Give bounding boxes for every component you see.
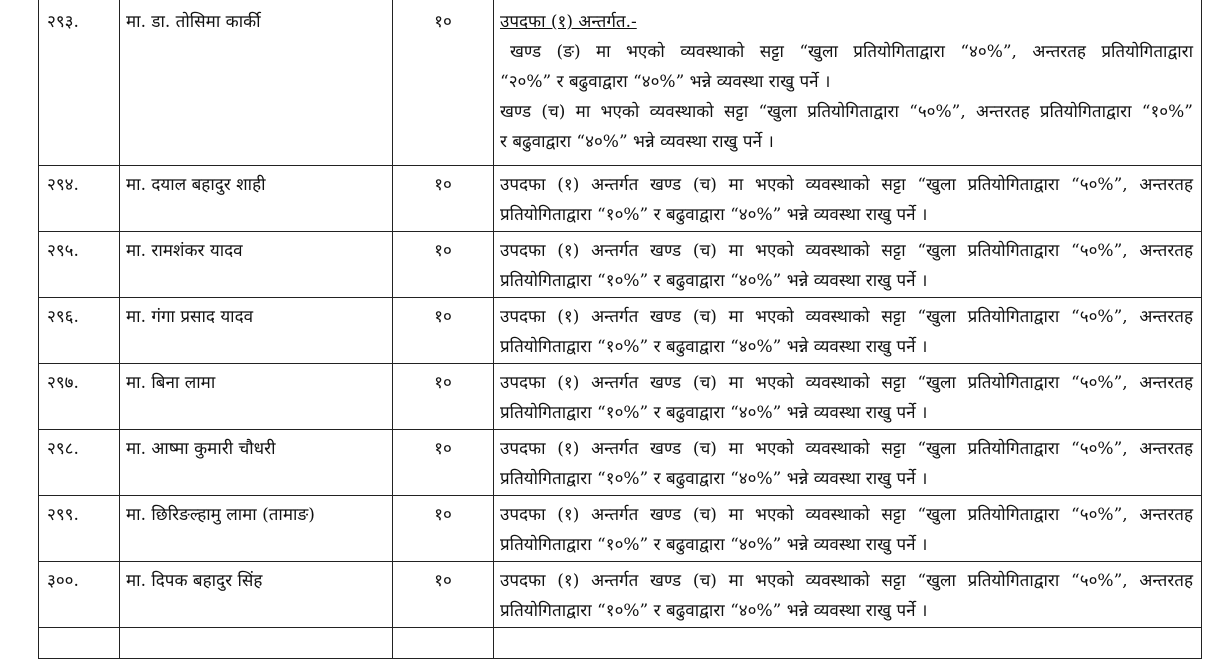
amendment-text [494,496,1202,562]
member-name: मा. बिना लामा [120,364,393,430]
clause-number [393,628,494,659]
amendment-line: “२०%” र बढुवाद्वारा “४०%” भन्ने व्यवस्था राखु पर्ने । [500,72,831,92]
clause-number: १० [393,0,494,166]
serial-number: ३००. [39,562,120,628]
amendment-line: प्रतियोगिताद्वारा “१०%” र बढुवाद्वारा “४०%” भन्ने व्यवस्था राखु पर्ने । [500,271,928,291]
amendment-text [494,166,1202,232]
table-row [39,166,1202,232]
clause-number: १० [393,298,494,364]
clause-number: १० [393,232,494,298]
member-name [120,628,393,659]
amendment-line: प्रतियोगिताद्वारा “१०%” र बढुवाद्वारा “४०%” भन्ने व्यवस्था राखु पर्ने । [500,601,928,621]
table-row [39,562,1202,628]
amendment-table [38,0,1202,659]
amendment-heading: उपदफा (१) अन्तर्गत.- [500,12,637,32]
member-name: मा. आष्मा कुमारी चौधरी [120,430,393,496]
table-row [39,0,1202,166]
member-name: मा. छिरिङल्हामु लामा (तामाङ) [120,496,393,562]
amendment-line: प्रतियोगिताद्वारा “१०%” र बढुवाद्वारा “४०%” भन्ने व्यवस्था राखु पर्ने । [500,403,928,423]
amendment-line: प्रतियोगिताद्वारा “१०%” र बढुवाद्वारा “४०%” भन्ने व्यवस्था राखु पर्ने । [500,535,928,555]
amendment-line: उपदफा (१) अन्तर्गत खण्ड (च) मा भएको व्यवस्थाको सट्टा “खुला प्रतियोगिताद्वारा “५०%”, अन्तरतह [500,175,1193,195]
amendment-line: खण्ड (ङ) मा भएको व्यवस्थाको सट्टा “खुला प्रतियोगिताद्वारा “४०%”, अन्तरतह प्रतियोगिताद्वारा [510,42,1193,62]
member-name: मा. रामशंकर यादव [120,232,393,298]
amendment-line: उपदफा (१) अन्तर्गत खण्ड (च) मा भएको व्यवस्थाको सट्टा “खुला प्रतियोगिताद्वारा “५०%”, अन्तरतह [500,571,1193,591]
member-name: मा. दिपक बहादुर सिंह [120,562,393,628]
clause-number: १० [393,364,494,430]
clause-number: १० [393,496,494,562]
serial-number [39,628,120,659]
table-row [39,430,1202,496]
amendment-text [494,562,1202,628]
amendment-text [494,628,1202,659]
amendment-line: उपदफा (१) अन्तर्गत खण्ड (च) मा भएको व्यवस्थाको सट्टा “खुला प्रतियोगिताद्वारा “५०%”, अन्तरतह [500,241,1193,261]
amendment-text [494,0,1202,166]
clause-number: १० [393,166,494,232]
member-name: मा. गंगा प्रसाद यादव [120,298,393,364]
amendment-line: प्रतियोगिताद्वारा “१०%” र बढुवाद्वारा “४०%” भन्ने व्यवस्था राखु पर्ने । [500,337,928,357]
amendment-text [494,364,1202,430]
serial-number: २९६. [39,298,120,364]
amendment-line: खण्ड (च) मा भएको व्यवस्थाको सट्टा “खुला प्रतियोगिताद्वारा “५०%”, अन्तरतह प्रतियोगिताद्वारा “१०%” [500,102,1193,122]
amendment-text [494,430,1202,496]
member-name: मा. दयाल बहादुर शाही [120,166,393,232]
serial-number: २९८. [39,430,120,496]
amendment-text [494,232,1202,298]
amendment-line: र बढुवाद्वारा “४०%” भन्ने व्यवस्था राखु पर्ने । [500,132,774,152]
amendment-line: उपदफा (१) अन्तर्गत खण्ड (च) मा भएको व्यवस्थाको सट्टा “खुला प्रतियोगिताद्वारा “५०%”, अन्तरतह [500,307,1193,327]
serial-number: २९३. [39,0,120,166]
table-row [39,298,1202,364]
clause-number: १० [393,562,494,628]
table-row [39,364,1202,430]
amendment-line: उपदफा (१) अन्तर्गत खण्ड (च) मा भएको व्यवस्थाको सट्टा “खुला प्रतियोगिताद्वारा “५०%”, अन्तरतह [500,439,1193,459]
amendment-line: प्रतियोगिताद्वारा “१०%” र बढुवाद्वारा “४०%” भन्ने व्यवस्था राखु पर्ने । [500,205,928,225]
serial-number: २९५. [39,232,120,298]
table-row [39,496,1202,562]
clause-number: १० [393,430,494,496]
amendment-line: उपदफा (१) अन्तर्गत खण्ड (च) मा भएको व्यवस्थाको सट्टा “खुला प्रतियोगिताद्वारा “५०%”, अन्तरतह [500,505,1193,525]
serial-number: २९७. [39,364,120,430]
amendment-line: उपदफा (१) अन्तर्गत खण्ड (च) मा भएको व्यवस्थाको सट्टा “खुला प्रतियोगिताद्वारा “५०%”, अन्तरतह [500,373,1193,393]
amendment-line: प्रतियोगिताद्वारा “१०%” र बढुवाद्वारा “४०%” भन्ने व्यवस्था राखु पर्ने । [500,469,928,489]
serial-number: २९४. [39,166,120,232]
member-name: मा. डा. तोसिमा कार्की [120,0,393,166]
table-row [39,232,1202,298]
table-row-partial [39,628,1202,659]
amendment-text [494,298,1202,364]
serial-number: २९९. [39,496,120,562]
